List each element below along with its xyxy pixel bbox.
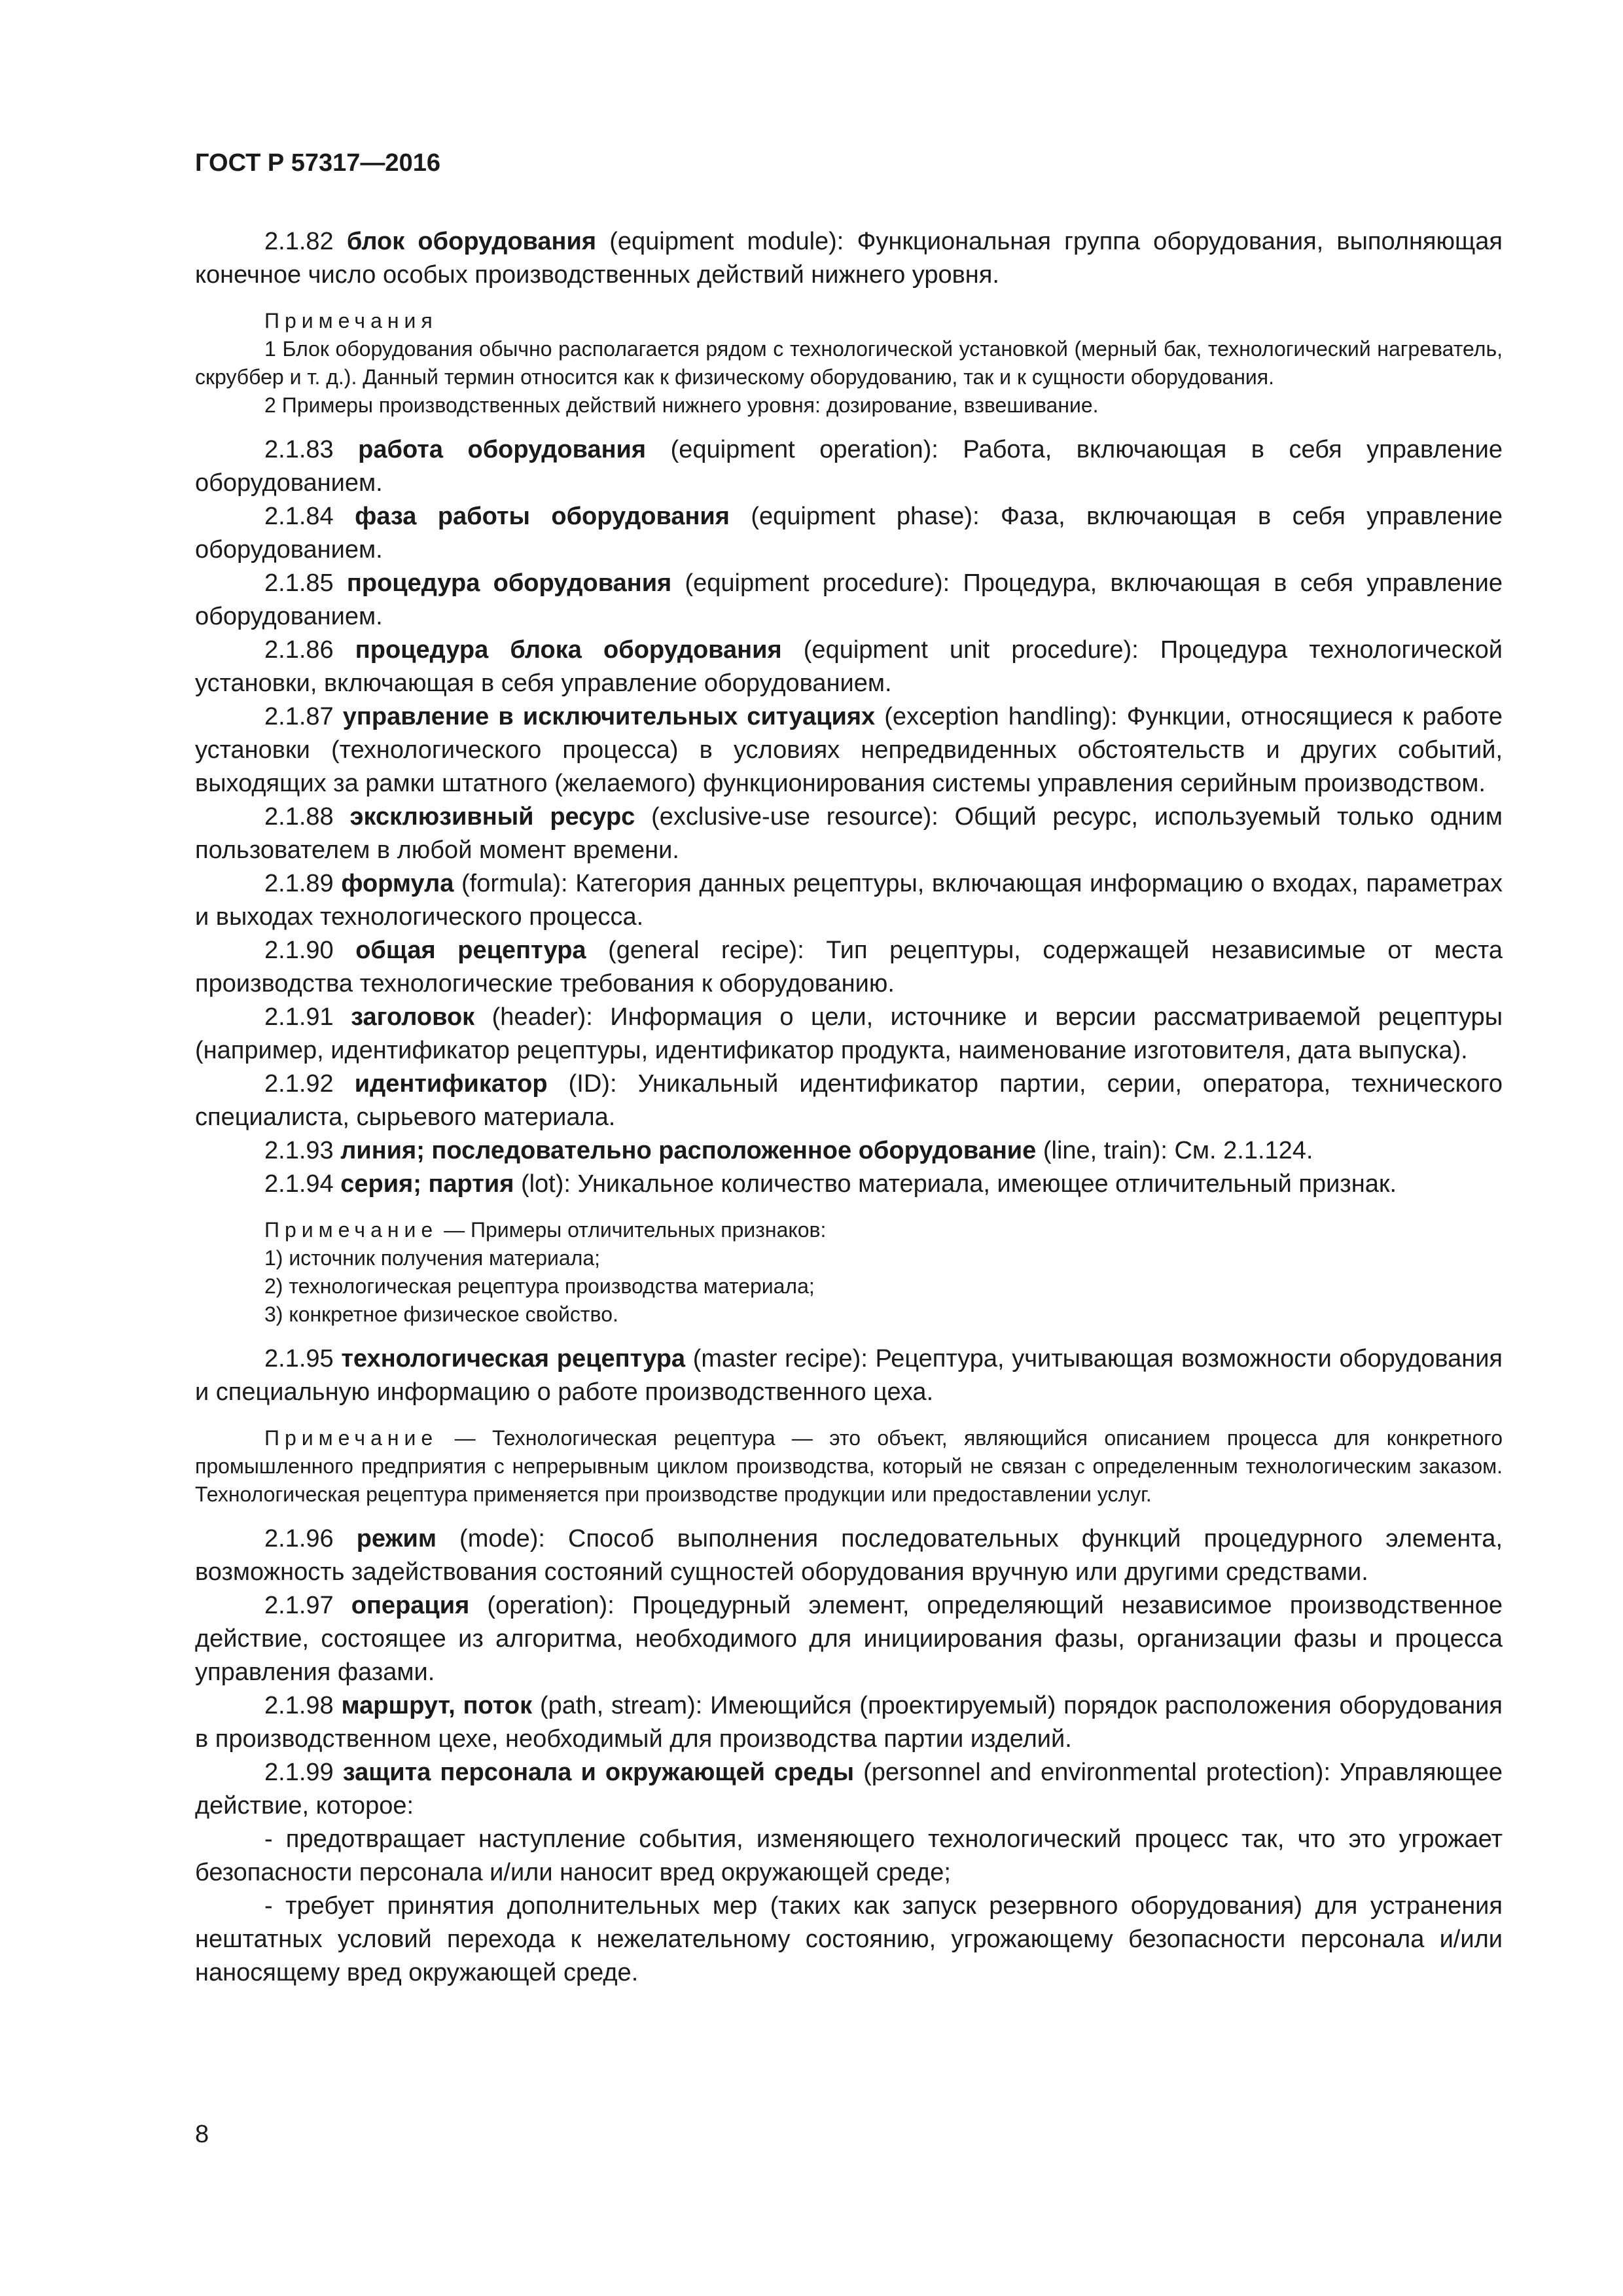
entry-number: 2.1.88 — [264, 803, 334, 831]
entry-definition: (equipment module): Функциональная группа оборудования, выполняющая конечное число особых производственных действий нижнего уровня. — [195, 228, 1503, 289]
entry-2-1-96 — [195, 1522, 1503, 1589]
entry-2-1-93 — [195, 1134, 1503, 1168]
entry-2-1-99 — [195, 1756, 1503, 1823]
entry-number: 2.1.97 — [264, 1592, 334, 1619]
note-text — [195, 1424, 1503, 1509]
note-lead-text: — Примеры отличительных признаков: — [438, 1218, 827, 1242]
entry-2-1-97 — [195, 1589, 1503, 1689]
entry-definition: (path, stream): Имеющийся (проектируемый) порядок расположения оборудования в производственном цехе, необходимый для производства партии изделий. — [195, 1692, 1503, 1753]
entry-2-1-88 — [195, 800, 1503, 867]
entry-number: 2.1.86 — [264, 636, 334, 664]
entry-term: заголовок — [351, 1003, 475, 1031]
entry-number: 2.1.89 — [264, 870, 334, 897]
entry-definition: (personnel and environmental protection): Управляющее действие, которое: — [195, 1759, 1503, 1820]
entry-term: защита персонала и окружающей среды — [342, 1759, 855, 1786]
entry-definition: (header): Информация о цели, источнике и версии рассматриваемой рецептуры (например, идентификатор рецептуры, идентификатор продукта, наименование изготовителя, дата выпуска). — [195, 1003, 1503, 1064]
entry-2-1-89 — [195, 867, 1503, 934]
entry-number: 2.1.91 — [264, 1003, 334, 1031]
entry-term: работа оборудования — [358, 436, 647, 463]
entry-number: 2.1.83 — [264, 436, 334, 463]
note-item-3: 3) конкретное физическое свойство. — [264, 1302, 618, 1326]
note-2-1-94 — [195, 1216, 1503, 1329]
entry-term: управление в исключительных ситуациях — [342, 703, 876, 730]
entry-term: линия; последовательно расположенное оборудование — [340, 1137, 1037, 1164]
note-2-1-82 — [195, 307, 1503, 420]
entry-number: 2.1.92 — [264, 1070, 334, 1098]
entry-definition: (formula): Категория данных рецептуры, включающая информацию о входах, параметрах и выходах технологического процесса. — [195, 870, 1503, 931]
entry-definition: (general recipe): Тип рецептуры, содержащей независимые от места производства технологические требования к оборудованию. — [195, 937, 1503, 997]
entry-term: процедура блока оборудования — [355, 636, 782, 664]
entry-term: технологическая рецептура — [341, 1345, 686, 1372]
entry-2-1-90 — [195, 934, 1503, 1001]
entry-term: блок оборудования — [346, 228, 597, 255]
entry-2-1-98 — [195, 1689, 1503, 1756]
entry-2-1-95 — [195, 1342, 1503, 1409]
entry-number: 2.1.85 — [264, 569, 334, 597]
entry-term: эксклюзивный ресурс — [349, 803, 635, 831]
entry-2-1-92 — [195, 1067, 1503, 1134]
note-paragraph-1: 1 Блок оборудования обычно располагается рядом с технологической установкой (мерный бак, технологический нагреватель, скруббер и т. д.). Данный термин относится как к физическому оборудованию, так и к сущности оборудования. — [195, 337, 1503, 389]
entry-number: 2.1.90 — [264, 937, 334, 964]
entry-number: 2.1.82 — [264, 228, 334, 255]
entry-number: 2.1.95 — [264, 1345, 334, 1372]
entry-2-1-82 — [195, 225, 1503, 292]
entry-definition: (mode): Способ выполнения последовательных функций процедурного элемента, возможность задействования состояний сущностей оборудования вручную или другими средствами. — [195, 1525, 1503, 1586]
entry-number: 2.1.84 — [264, 503, 334, 530]
document-header: ГОСТ Р 57317—2016 — [195, 149, 440, 177]
note-paragraph-2: 2 Примеры производственных действий нижнего уровня: дозирование, взвешивание. — [264, 393, 1099, 417]
entry-number: 2.1.93 — [264, 1137, 334, 1164]
list-item-a: - предотвращает наступление события, изменяющего технологический процесс так, что это угрожает безопасности персонала и/или наносит вред окружающей среде; — [195, 1825, 1503, 1886]
entry-2-1-94 — [195, 1168, 1503, 1201]
note-item-2: 2) технологическая рецептура производства материала; — [264, 1274, 815, 1298]
entry-number: 2.1.99 — [264, 1759, 334, 1786]
entry-definition: (equipment unit procedure): Процедура технологической установки, включающая в себя управление оборудованием. — [195, 636, 1503, 697]
note-label: Примечание — [264, 1426, 438, 1450]
entry-term: серия; партия — [340, 1170, 514, 1198]
document-page — [195, 147, 1503, 1990]
entry-2-1-86 — [195, 634, 1503, 700]
note-lead — [195, 1216, 1503, 1244]
entry-term: операция — [351, 1592, 470, 1619]
entry-definition: (exception handling): Функции, относящиеся к работе установки (технологического процесса) в условиях непредвиденных обстоятельств и других событий, выходящих за рамки штатного (желаемого) функционирования системы управления серийным производством. — [195, 703, 1503, 797]
entry-number: 2.1.94 — [264, 1170, 334, 1198]
entry-definition: (line, train): См. 2.1.124. — [1043, 1137, 1313, 1164]
entry-2-1-91 — [195, 1001, 1503, 1067]
entry-definition: (equipment procedure): Процедура, включающая в себя управление оборудованием. — [195, 569, 1503, 630]
entry-definition: (equipment operation): Работа, включающая в себя управление оборудованием. — [195, 436, 1503, 497]
entry-number: 2.1.87 — [264, 703, 334, 730]
list-item-b: - требует принятия дополнительных мер (таких как запуск резервного оборудования) для устранения нештатных условий перехода к нежелательному состоянию, угрожающему безопасности персонала и/или наносящему вред окружающей среде. — [195, 1892, 1503, 1986]
note-title — [195, 307, 1503, 335]
entry-definition: (operation): Процедурный элемент, определяющий независимое производственное действие, состоящее из алгоритма, необходимого для инициирования фазы, организации фазы и процесса управления фазами. — [195, 1592, 1503, 1686]
note-body: — Технологическая рецептура — это объект, являющийся описанием процесса для конкретного промышленного предприятия с непрерывным циклом производства, который не связан с определенным технологическим заказом. Технологическая рецептура применяется при производстве продукции или предоставлении услуг. — [195, 1426, 1503, 1506]
entry-2-1-87 — [195, 700, 1503, 800]
entry-number: 2.1.98 — [264, 1692, 334, 1719]
entry-term: процедура оборудования — [346, 569, 672, 597]
entry-definition: (lot): Уникальное количество материала, имеющее отличительный признак. — [520, 1170, 1397, 1198]
entry-term: фаза работы оборудования — [355, 503, 730, 530]
entry-2-1-83 — [195, 433, 1503, 500]
note-label: Примечания — [264, 309, 438, 332]
page-number: 8 — [195, 2121, 209, 2148]
entry-number: 2.1.96 — [264, 1525, 334, 1552]
entry-2-1-85 — [195, 567, 1503, 634]
entry-term: формула — [341, 870, 454, 897]
entry-term: режим — [356, 1525, 437, 1552]
entry-term: маршрут, поток — [341, 1692, 533, 1719]
entry-definition: (exclusive-use resource): Общий ресурс, используемый только одним пользователем в любой момент времени. — [195, 803, 1503, 864]
entry-term: общая рецептура — [355, 937, 586, 964]
entry-definition: (equipment phase): Фаза, включающая в себя управление оборудованием. — [195, 503, 1503, 564]
entry-term: идентификатор — [354, 1070, 548, 1098]
note-label: Примечание — [264, 1218, 438, 1242]
entry-2-1-84 — [195, 500, 1503, 567]
note-2-1-95 — [195, 1424, 1503, 1509]
note-item-1: 1) источник получения материала; — [264, 1246, 601, 1270]
entry-definition: (master recipe): Рецептура, учитывающая возможности оборудования и специальную информацию о работе производственного цеха. — [195, 1345, 1503, 1406]
entry-definition: (ID): Уникальный идентификатор партии, серии, оператора, технического специалиста, сырьевого материала. — [195, 1070, 1503, 1131]
